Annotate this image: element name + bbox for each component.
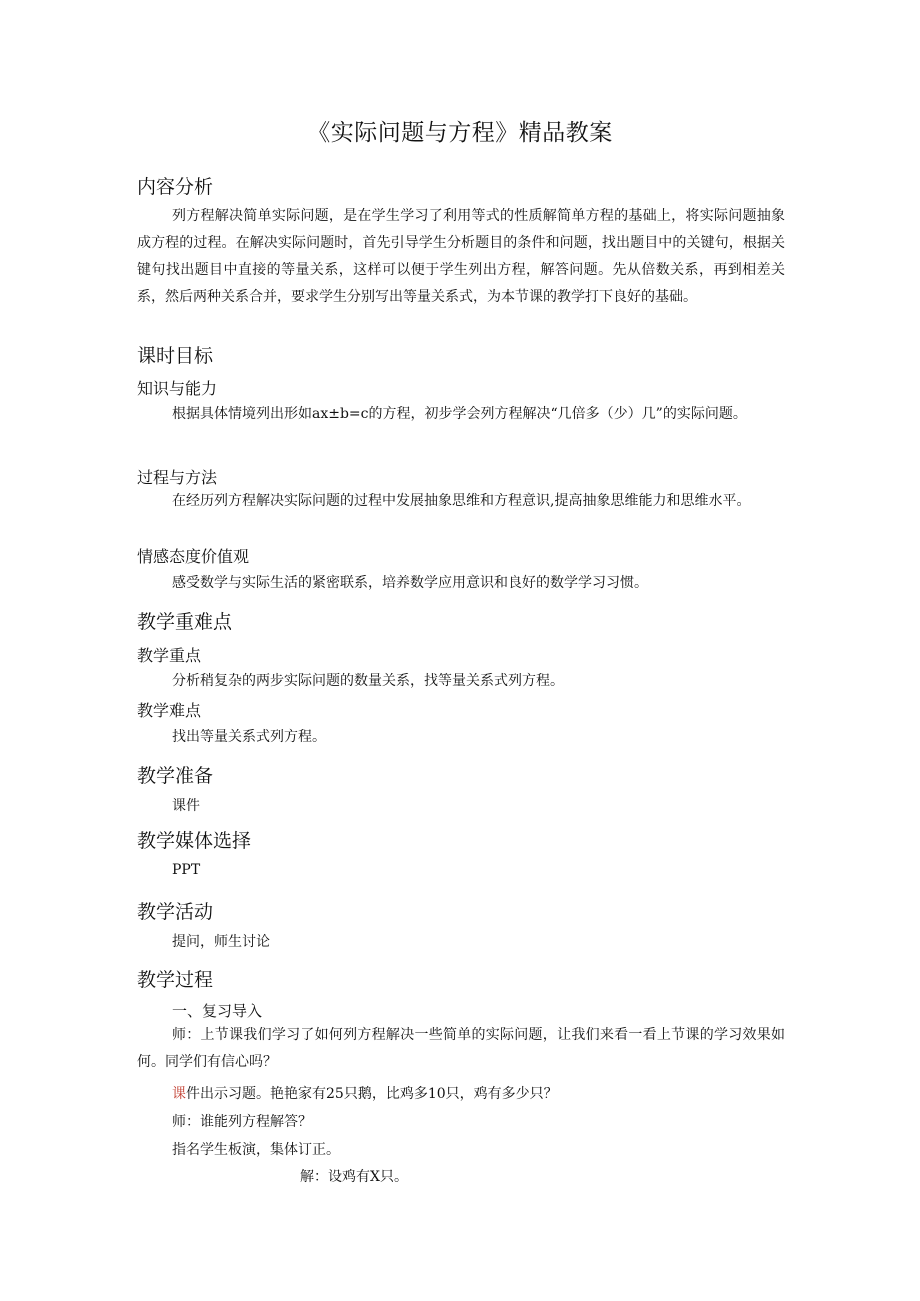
media-text: PPT [172, 862, 201, 878]
heading-activities: 教学活动 [137, 901, 214, 923]
heading-content-analysis: 内容分析 [137, 176, 214, 198]
heading-media: 教学媒体选择 [137, 830, 252, 852]
content-analysis-paragraph: 列方程解决简单实际问题，是在学生学习了利用等式的性质解简单方程的基础上，将实际问题抽象成方程的过程。在解决实际问题时，首先引导学生分析题目的条件和问题，找出题目中的关键句，根据关键句找出题目中直接的等量关系，这样可以便于学生列出方程，解答问题。先从倍数关系，再到相差关系，然后两种关系合并，要求学生分别写出等量关系式，为本节课的教学打下良好的基础。 [137, 208, 785, 305]
heading-teaching-process: 教学过程 [137, 969, 214, 991]
exercise-text: 件出示习题。艳艳家有25只鹅，比鸡多10只，鸡有多少只？ [186, 1086, 558, 1102]
activities-text: 提问，师生讨论 [172, 934, 270, 950]
teacher-question-line: 师：谁能列方程解答？ [172, 1114, 312, 1130]
highlighted-char: 课 [172, 1086, 186, 1102]
solution-line: 解：设鸡有X只。 [300, 1169, 408, 1185]
teaching-focus-text: 分析稍复杂的两步实际问题的数量关系，找等量关系式列方程。 [172, 673, 564, 689]
knowledge-ability-paragraph: 根据具体情境列出形如ax±b=c的方程，初步学会列方程解决“几倍多（少）几”的实际问题。 [172, 406, 747, 422]
attitude-values-text: 感受数学与实际生活的紧密联系，培养数学应用意识和良好的数学学习习惯。 [172, 575, 648, 591]
heading-process-method: 过程与方法 [137, 468, 218, 487]
heading-objectives: 课时目标 [137, 345, 214, 367]
process-method-paragraph: 在经历列方程解决实际问题的过程中发展抽象思维和方程意识,提高抽象思维能力和思维水平。 [172, 493, 751, 509]
teacher-intro-paragraph: 师：上节课我们学习了如何列方程解决一些简单的实际问题，让我们来看一看上节课的学习效果如何。同学们有信心吗？ [137, 1027, 785, 1070]
heading-review-intro: 一、复习导入 [172, 1002, 263, 1020]
preparation-text: 课件 [172, 798, 200, 814]
document-title: 《实际问题与方程》精品教案 [307, 120, 613, 146]
board-work-line: 指名学生板演，集体订正。 [172, 1142, 340, 1158]
heading-knowledge-ability: 知识与能力 [137, 379, 218, 398]
exercise-line [172, 1083, 558, 1103]
heading-teaching-focus: 教学重点 [137, 646, 202, 665]
heading-key-points: 教学重难点 [137, 611, 233, 633]
teaching-difficulty-text: 找出等量关系式列方程。 [172, 729, 326, 745]
heading-teaching-difficulty: 教学难点 [137, 701, 202, 720]
heading-attitude-values: 情感态度价值观 [137, 547, 250, 566]
heading-preparation: 教学准备 [137, 765, 214, 787]
